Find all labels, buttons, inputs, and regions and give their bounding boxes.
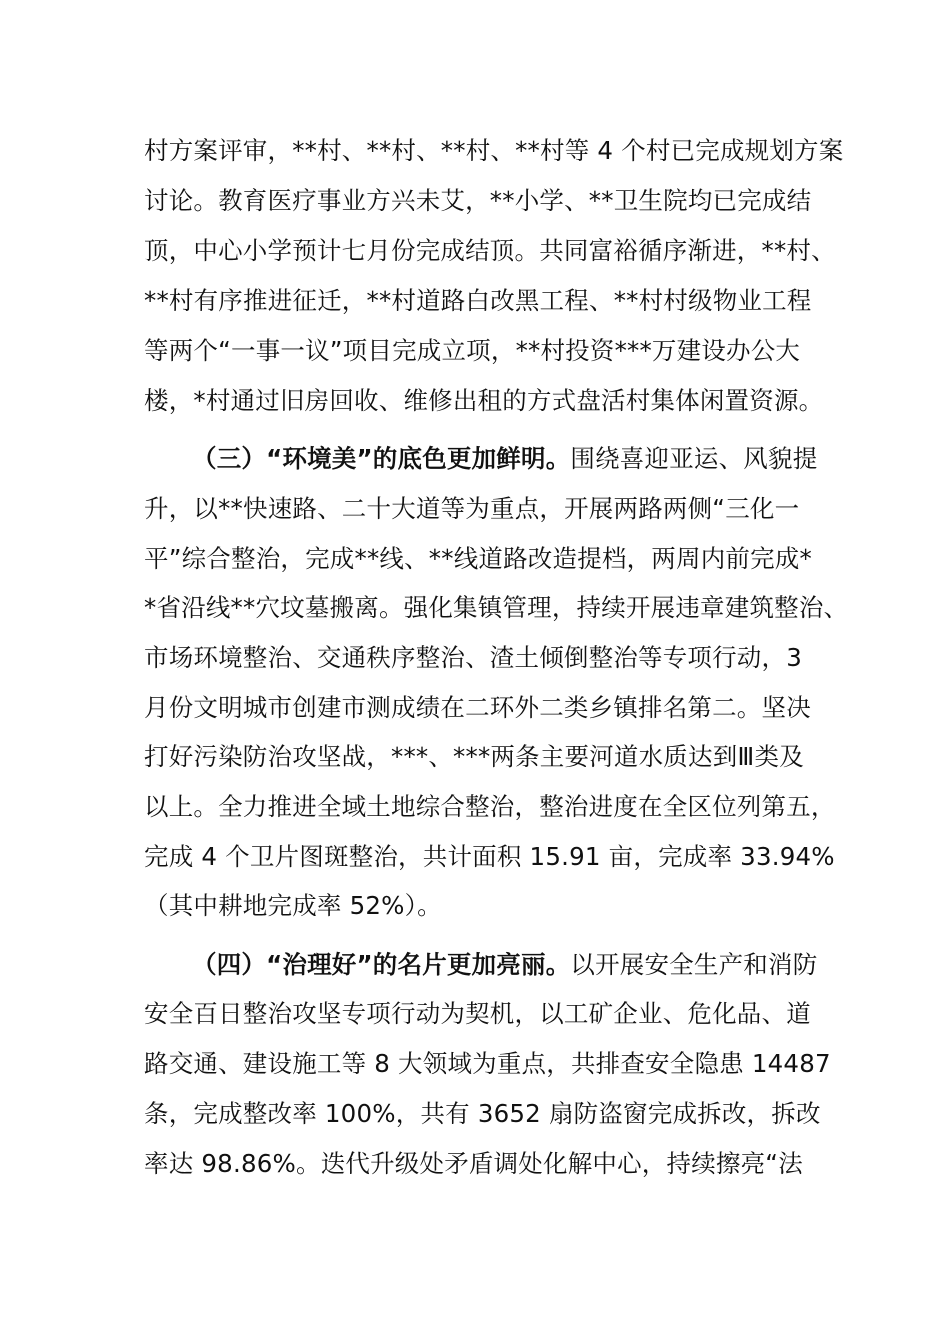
section-4-line-5: 率达 98.86%。迭代升级处矛盾调处化解中心，持续擦亮“法 — [144, 1149, 803, 1178]
section-4-line-4: 条，完成整改率 100%，共有 3652 扇防盗窗完成拆改，拆改 — [144, 1099, 821, 1128]
section-3-first-line-text: 围绕喜迎亚运、风貌提 — [570, 444, 818, 473]
section-3-line-4: *省沿线**穴坟墓搬离。强化集镇管理，持续开展违章建筑整治、 — [144, 593, 849, 622]
section-4-line-2: 安全百日整治攻坚专项行动为契机，以工矿企业、危化品、道 — [144, 999, 811, 1028]
section-4-first-line-text: 以开展安全生产和消防 — [570, 950, 818, 979]
section-3-line-3: 平”综合整治，完成**线、**线道路改造提档，两周内前完成* — [144, 544, 812, 573]
section-4-line-3: 路交通、建设施工等 8 大领域为重点，共排查安全隐患 14487 — [144, 1049, 831, 1078]
paragraph-1-line-1: 村方案评审，**村、**村、**村、**村等 4 个村已完成规划方案 — [144, 136, 844, 165]
section-3-line-8: 以上。全力推进全域土地综合整治，整治进度在全区位列第五， — [144, 792, 836, 821]
paragraph-1-line-6: 楼，*村通过旧房回收、维修出租的方式盘活村集体闲置资源。 — [144, 386, 824, 415]
section-3-line-10: （其中耕地完成率 52%）。 — [144, 891, 442, 920]
paragraph-1-line-4: **村有序推进征迁，**村道路白改黑工程、**村村级物业工程 — [144, 286, 812, 315]
paragraph-1-line-2: 讨论。教育医疗事业方兴未艾，**小学、**卫生院均已完成结 — [144, 186, 812, 215]
section-3-line-6: 月份文明城市创建市测成绩在二环外二类乡镇排名第二。坚决 — [144, 693, 811, 722]
paragraph-1-line-3: 顶，中心小学预计七月份完成结顶。共同富裕循序渐进，**村、 — [144, 236, 836, 265]
section-3-heading: （三）“环境美”的底色更加鲜明。 — [192, 444, 571, 473]
section-4-first-line — [192, 950, 817, 980]
section-3-first-line — [192, 444, 817, 474]
section-4-heading: （四）“治理好”的名片更加亮丽。 — [192, 950, 571, 979]
section-3-line-2: 升，以**快速路、二十大道等为重点，开展两路两侧“三化一 — [144, 494, 800, 523]
section-3-line-7: 打好污染防治攻坚战，***、***两条主要河道水质达到Ⅲ类及 — [144, 742, 804, 771]
section-3-line-9: 完成 4 个卫片图斑整治，共计面积 15.91 亩，完成率 33.94% — [144, 842, 835, 871]
section-3-line-5: 市场环境整治、交通秩序整治、渣土倾倒整治等专项行动，3 — [144, 643, 802, 672]
paragraph-1-line-5: 等两个“一事一议”项目完成立项，**村投资***万建设办公大 — [144, 336, 801, 365]
